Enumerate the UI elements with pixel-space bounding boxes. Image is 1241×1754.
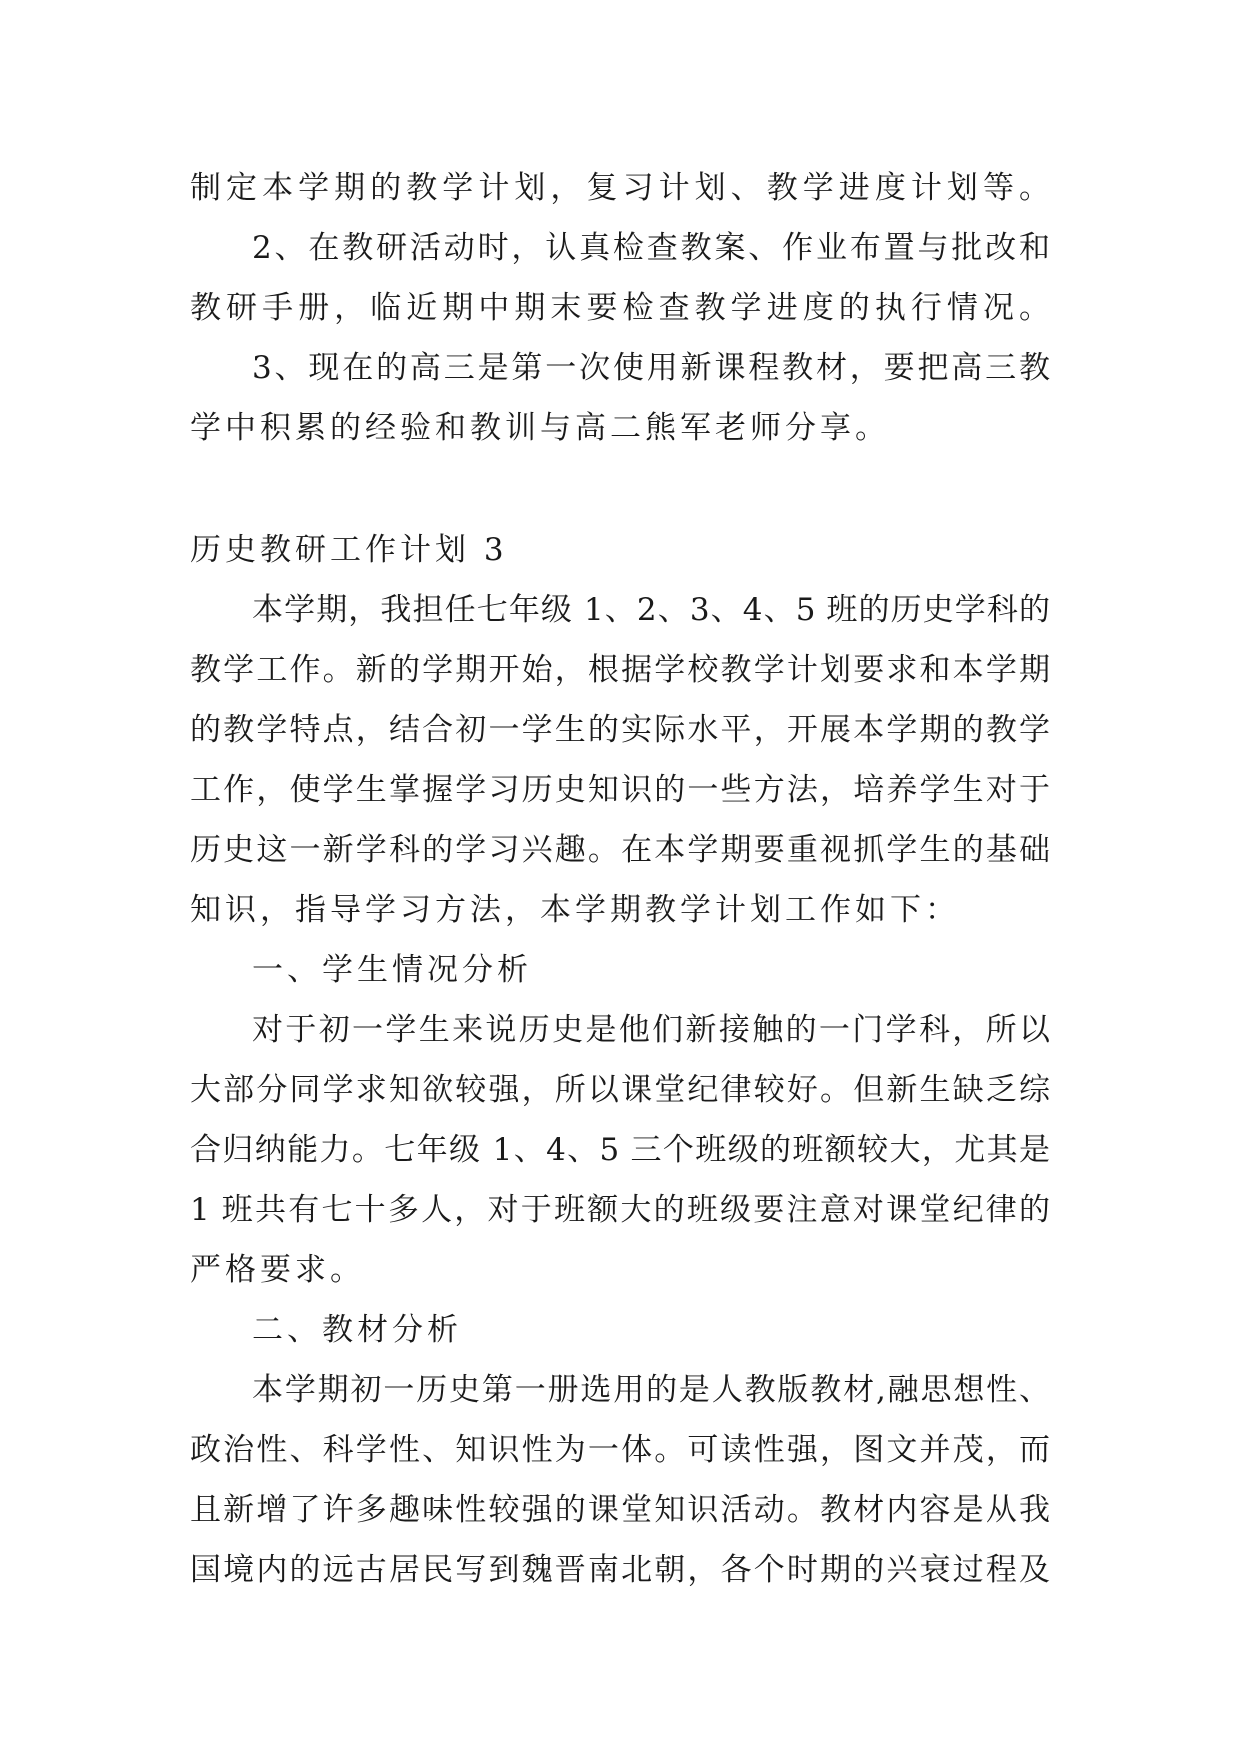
text-line: 教研手册，临近期中期末要检查教学进度的执行情况。	[190, 290, 1050, 326]
heading-student-analysis: 一、学生情况分析	[252, 952, 532, 988]
text-line: 制定本学期的教学计划，复习计划、教学进度计划等。	[190, 170, 1050, 206]
text-line: 2、在教研活动时，认真检查教案、作业布置与批改和	[252, 230, 1050, 266]
text-line: 严格要求。	[190, 1252, 365, 1288]
text-line: 1 班共有七十多人，对于班额大的班级要注意对课堂纪律的	[190, 1192, 1050, 1228]
text-line: 知识，指导学习方法，本学期教学计划工作如下：	[190, 892, 960, 928]
student-analysis-paragraph	[190, 1000, 1050, 1300]
heading-textbook-analysis: 二、教材分析	[252, 1312, 462, 1348]
text-line: 学中积累的经验和教训与高二熊军老师分享。	[190, 410, 890, 446]
text-line: 的教学特点，结合初一学生的实际水平，开展本学期的教学	[190, 712, 1050, 748]
text-line: 政治性、科学性、知识性为一体。可读性强，图文并茂，而	[190, 1432, 1050, 1468]
text-line: 本学期初一历史第一册选用的是人教版教材,融思想性、	[252, 1372, 1050, 1408]
text-line: 教学工作。新的学期开始，根据学校教学计划要求和本学期	[190, 652, 1050, 688]
document-body	[190, 158, 1050, 1600]
section-spacer	[190, 458, 1050, 520]
textbook-analysis-paragraph	[190, 1360, 1050, 1600]
text-line: 3、现在的高三是第一次使用新课程教材，要把高三教	[252, 350, 1050, 386]
text-line: 合归纳能力。七年级 1、4、5 三个班级的班额较大，尤其是	[190, 1132, 1050, 1168]
text-line: 工作，使学生掌握学习历史知识的一些方法，培养学生对于	[190, 772, 1050, 808]
text-line: 国境内的远古居民写到魏晋南北朝，各个时期的兴衰过程及	[190, 1552, 1050, 1588]
text-line: 且新增了许多趣味性较强的课堂知识活动。教材内容是从我	[190, 1492, 1050, 1528]
text-line: 本学期，我担任七年级 1、2、3、4、5 班的历史学科的	[252, 592, 1050, 628]
text-line: 对于初一学生来说历史是他们新接触的一门学科，所以	[252, 1012, 1050, 1048]
paragraph-block-1	[190, 158, 1050, 458]
intro-paragraph	[190, 580, 1050, 940]
text-line: 大部分同学求知欲较强，所以课堂纪律较好。但新生缺乏综	[190, 1072, 1050, 1108]
text-line: 历史这一新学科的学习兴趣。在本学期要重视抓学生的基础	[190, 832, 1050, 868]
section-title: 历史教研工作计划 3	[190, 532, 508, 568]
